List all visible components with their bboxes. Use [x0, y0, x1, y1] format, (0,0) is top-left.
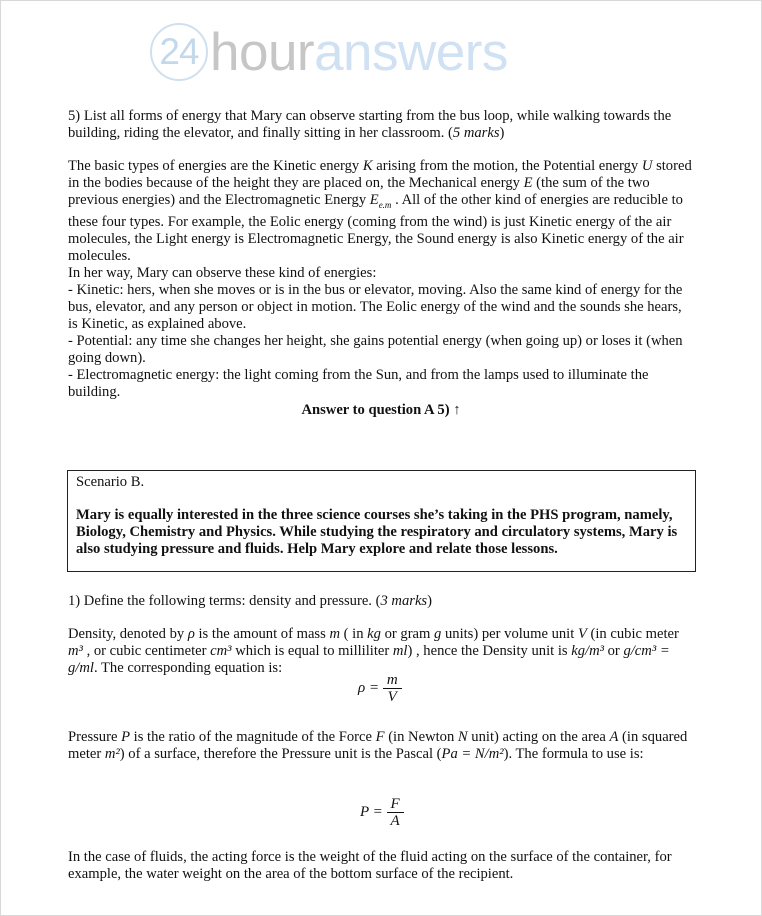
answer-5-paragraph [68, 158, 692, 265]
pressure-text: is the ratio of the magnitude of the Force [130, 729, 376, 745]
pressure-text: Pressure [68, 729, 122, 745]
var-V: V [577, 626, 587, 642]
question-1-text: 1) Define the following terms: density and pressure. [68, 593, 372, 609]
density-text: ) , hence the Density unit is [407, 643, 572, 659]
density-text: , or cubic centimeter [82, 643, 211, 659]
unit-g: g [434, 626, 442, 642]
pressure-equation [360, 796, 404, 829]
question-5-marks: 5 marks [452, 125, 500, 141]
equation-fraction [387, 796, 404, 829]
density-equation [358, 672, 402, 705]
unit-ml: ml [392, 643, 408, 659]
density-text: which is equal to milliliter [231, 643, 393, 659]
answer-text: stored in the bodies because of the height they are placed on, the Mechanical energy [68, 158, 692, 191]
unit-m3: m³ [68, 643, 83, 659]
logo-word-hour: hour [210, 22, 315, 82]
var-U: U [641, 158, 653, 174]
equation-lhs: P = [360, 803, 383, 820]
unit-pascal: Pa = N/m² [441, 746, 504, 762]
fraction-denominator: V [387, 689, 397, 705]
pressure-text: (in Newton [384, 729, 458, 745]
density-text: units) per volume unit [441, 626, 578, 642]
pressure-text: ). The formula to use is: [503, 746, 644, 762]
equation-lhs: ρ = [358, 679, 380, 696]
question-5: 5) List all forms of energy that Mary can observe starting from the bus loop, while walking towards the building, riding the elevator, and finally sitting in her classroom. (5 marks) [68, 108, 672, 141]
answer-5-intro: In her way, Mary can observe these kind of energies: [68, 264, 377, 281]
logo-circle-24: 24 [150, 23, 208, 81]
fraction-numerator: F [387, 796, 404, 813]
density-text: . The corresponding equation is: [93, 660, 283, 676]
var-K: K [362, 158, 373, 174]
answer-5-link[interactable]: Answer to question A 5) ↑ [301, 402, 461, 418]
unit-density-1: kg/m³ [571, 643, 604, 659]
unit-cm3: cm³ [210, 643, 232, 659]
scenario-text: Mary is equally interested in the three science courses she’s taking in the PHS program, namely, Biology, Chemistry and Physics. While studying the respiratory and circulatory systems, Mary is also studying pressure and fluids. Help Mary explore and relate those lessons. [76, 507, 678, 557]
question-5-number: 5) [68, 108, 81, 124]
unit-kg: kg [367, 626, 381, 642]
answer-text: (the sum of the two previous energies) and the Electromagnetic Energy [68, 175, 650, 208]
question-1-marks: 3 marks [380, 593, 428, 609]
density-text: Density, denoted by [68, 626, 188, 642]
site-logo[interactable] [150, 20, 508, 84]
logo-word-answers: answers [314, 22, 508, 82]
question-5-text: List all forms of energy that Mary can observe starting from the bus loop, while walking towards the building, riding the elevator, and finally sitting in her classroom. [68, 108, 672, 141]
unit-N: N [457, 729, 468, 745]
density-text: ( in [339, 626, 368, 642]
density-text: (in cubic meter [586, 626, 679, 642]
fraction-denominator: A [390, 813, 400, 829]
pressure-definition [68, 729, 692, 763]
answer-5-electromagnetic: - Electromagnetic energy: the light coming from the Sun, and from the lamps used to illuminate the building. [68, 366, 649, 400]
var-Eem-subscript: e.m [378, 199, 392, 210]
answer-5-body [68, 158, 692, 401]
pressure-text: (in squared meter [68, 729, 688, 762]
var-F: F [375, 729, 385, 745]
answer-text: arising from the motion, the Potential energy [372, 158, 642, 174]
pressure-text: ) of a surface, therefore the Pressure unit is the Pascal ( [119, 746, 442, 762]
question-1: 1) Define the following terms: density and pressure. (3 marks) [68, 593, 432, 609]
density-text: or gram [380, 626, 435, 642]
density-text: or [603, 643, 624, 659]
fluids-paragraph: In the case of fluids, the acting force is the weight of the fluid acting on the surface of the container, for example, the water weight on the area of the bottom surface of the recipient. [68, 849, 672, 882]
answer-5-kinetic: - Kinetic: hers, when she moves or is in the bus or elevator, moving. Also the same kind of energy for the bus, elevator, and any person or object in motion. The Eolic energy of the wind and the sounds she hears, is Kinetic, as explained above. [68, 281, 683, 332]
scenario-title: Scenario B. [76, 474, 145, 490]
unit-m2: m² [104, 746, 120, 762]
equation-fraction [383, 672, 402, 705]
var-m: m [329, 626, 340, 642]
var-P: P [121, 729, 131, 745]
density-text: is the amount of mass [194, 626, 330, 642]
fraction-numerator: m [383, 672, 402, 689]
pressure-text: unit) acting on the area [467, 729, 610, 745]
density-definition [68, 626, 692, 677]
var-A: A [609, 729, 619, 745]
var-rho: ρ [187, 626, 195, 642]
answer-text: . All of the other kind of energies are reducible to these four types. For example, the Eolic energy (coming from the wind) is just Kinetic energy of the air molecules, the Light energy is Electromagnetic Energy, the Sound energy is also Kinetic energy of the air molecules. [68, 192, 684, 264]
var-Eem: E [369, 192, 379, 208]
var-E: E [523, 175, 533, 191]
unit-density-2: g/cm³ = g/ml [68, 643, 670, 676]
answer-text: The basic types of energies are the Kinetic energy [68, 158, 363, 174]
answer-5-potential: - Potential: any time she changes her height, she gains potential energy (when going up) or loses it (when going down). [68, 332, 683, 366]
scenario-b-box [67, 470, 696, 572]
